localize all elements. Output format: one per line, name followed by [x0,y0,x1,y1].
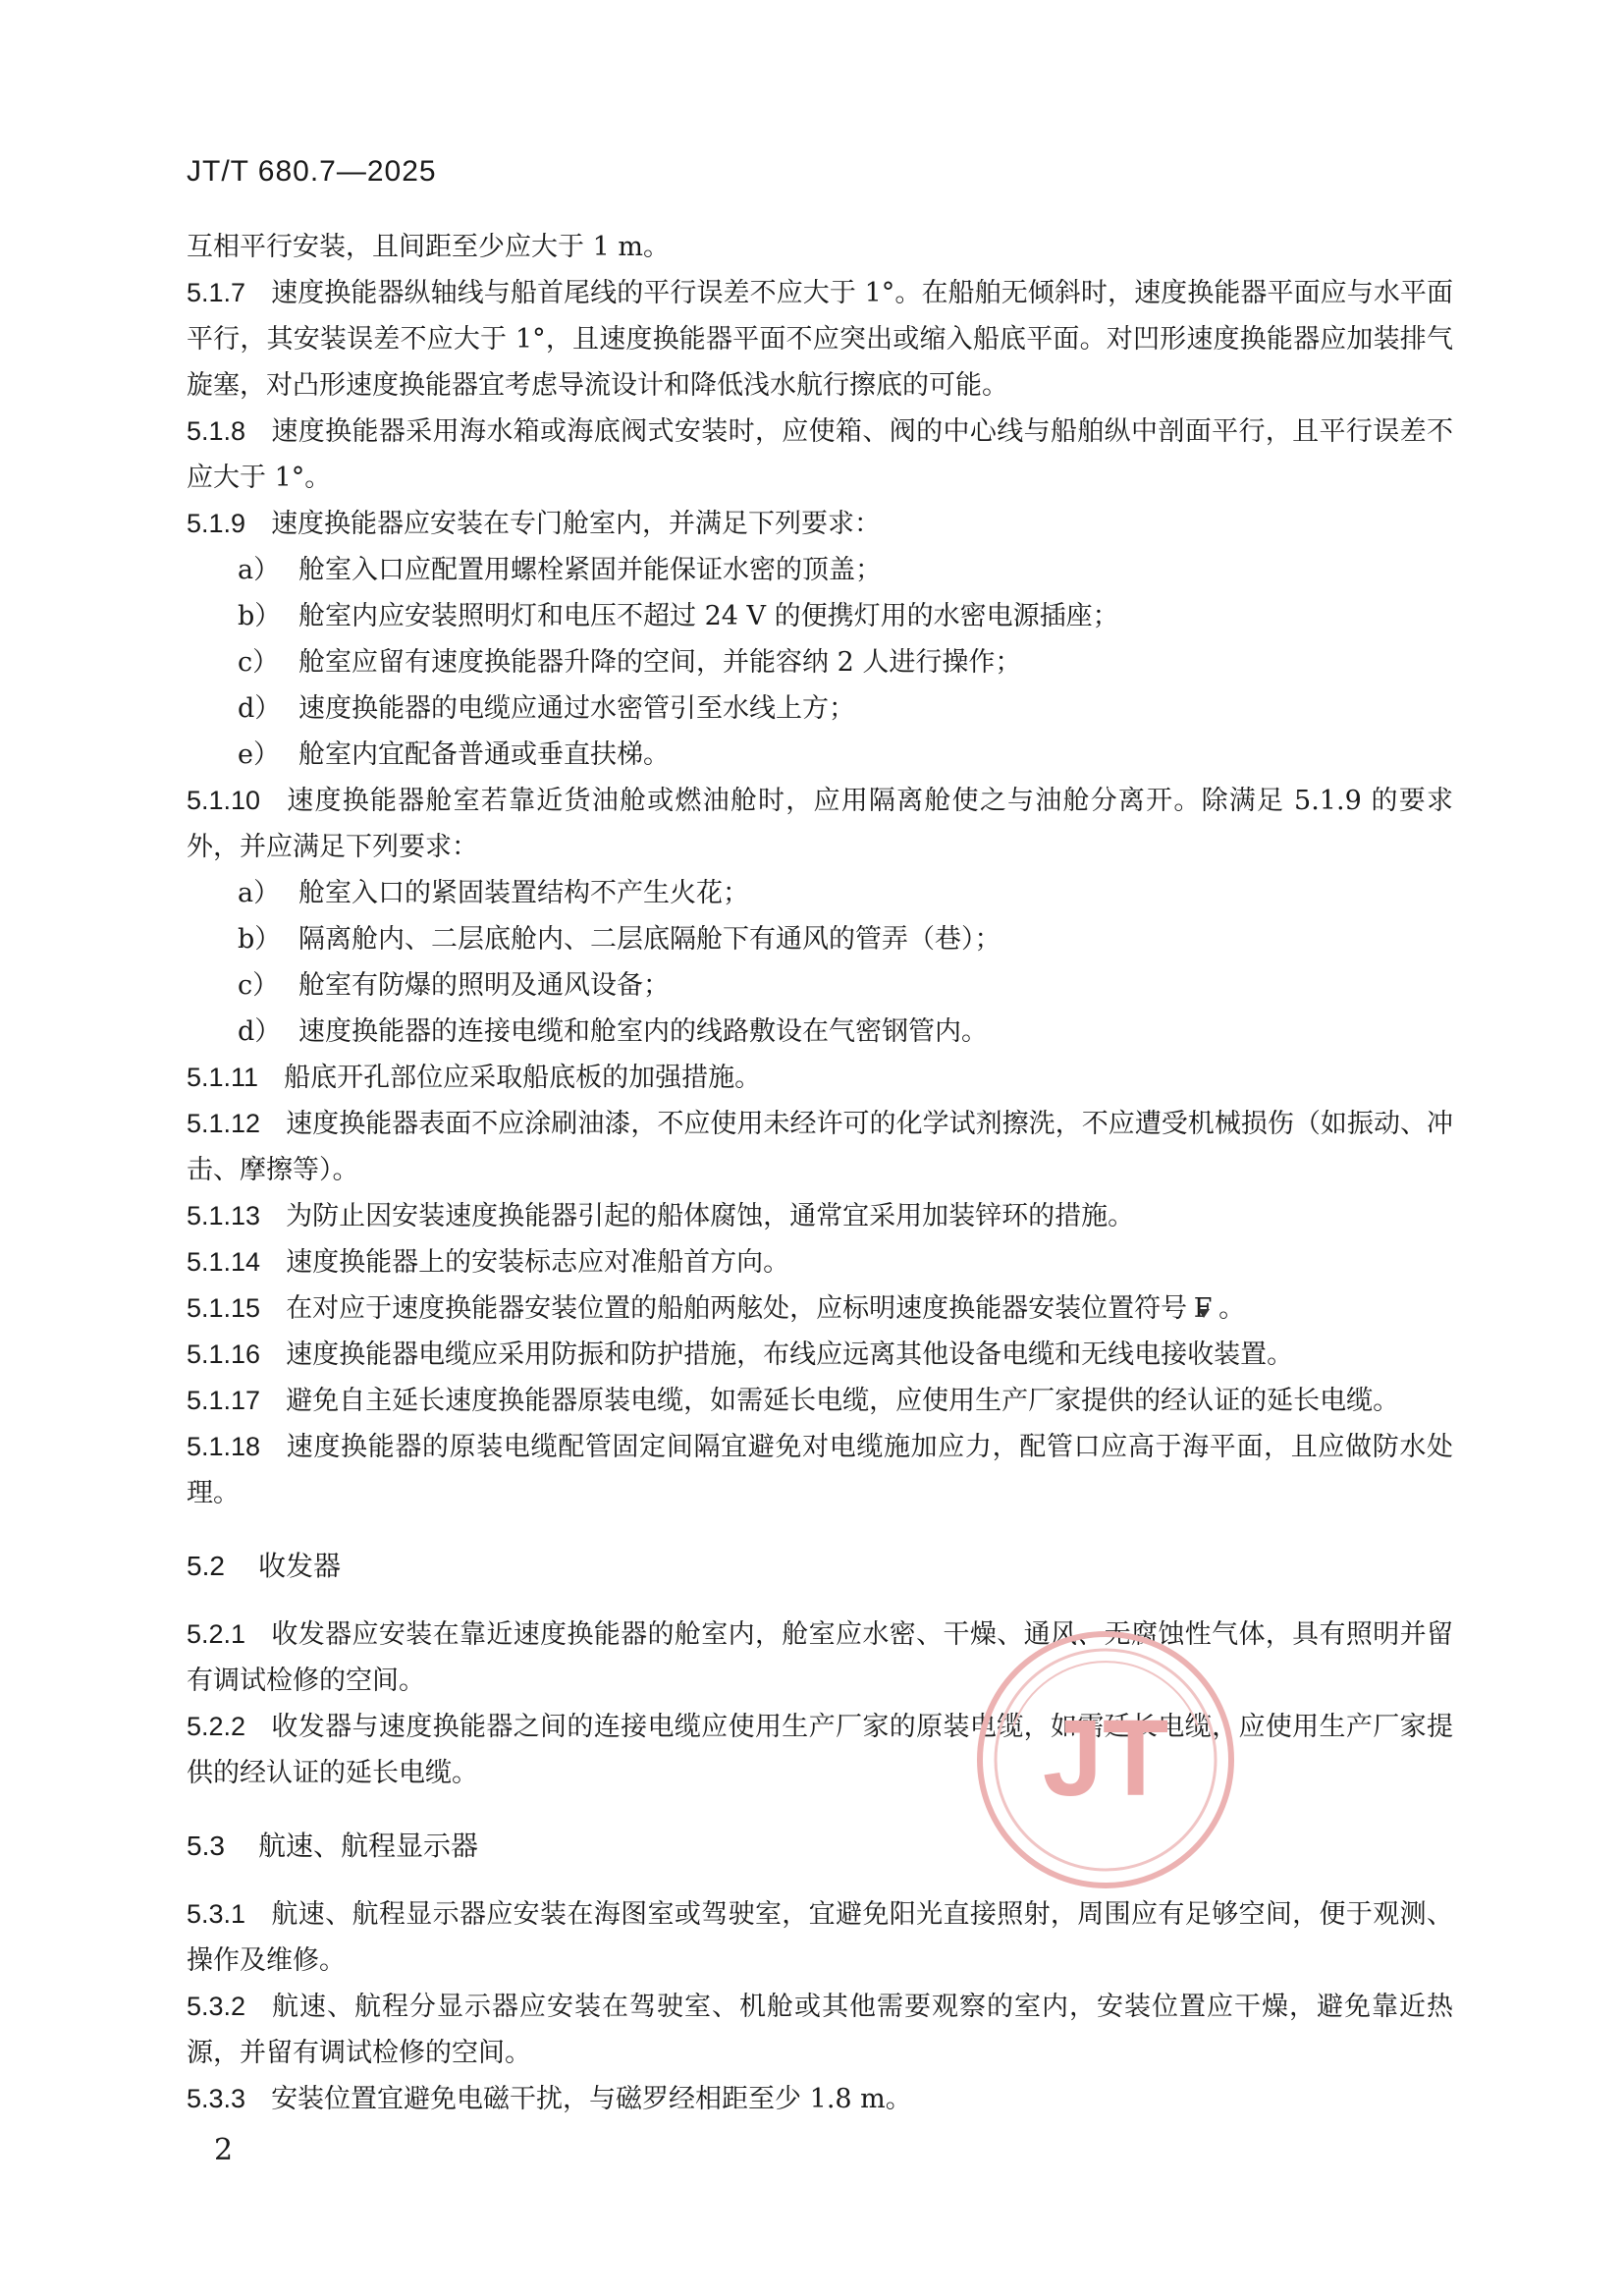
clause-number: 5.1.14 [187,1247,261,1277]
clause-number: 5.1.17 [187,1386,261,1415]
clause-text: 速度换能器的原装电缆配管固定间隔宜避免对电缆施加应力，配管口应高于海平面，且应做防水处理。 [187,1432,1453,1508]
clause-text: 船底开孔部位应采取船底板的加强措施。 [284,1063,762,1093]
list-item-label: c） [238,970,280,1001]
clause-paragraph [187,1193,1453,1239]
clause-paragraph [187,409,1453,501]
clause-paragraph [187,1239,1453,1285]
clause-number: 5.1.18 [187,1432,261,1461]
clause-number: 5.3.3 [187,2084,246,2113]
list-item-label: c） [238,647,280,678]
jt-watermark-stamp [974,1628,1237,1891]
clause-paragraph [187,270,1453,409]
list-item-text: 舱室入口的紧固装置结构不产生火花； [298,878,749,908]
section-number: 5.3 [187,1831,225,1861]
clause-text-end: 。 [1218,1293,1246,1324]
clause-paragraph [187,224,1453,270]
section-title: 航速、航程显示器 [257,1831,478,1861]
clause-paragraph [187,1285,1453,1332]
list-item-label: e） [238,739,280,770]
standard-code-header: JT/T 680.7—2025 [187,155,437,188]
clause-text: 收发器应安装在靠近速度换能器的舱室内，舱室应水密、干燥、通风、无腐蚀性气体，具有照明并留有调试检修的空间。 [187,1619,1453,1696]
clause-paragraph [187,778,1453,870]
clause-text: 收发器与速度换能器之间的连接电缆应使用生产厂家的原装电缆，如需延长电缆，应使用生产厂家提供的经认证的延长电缆。 [187,1712,1453,1788]
stamp-text: JT [1042,1698,1169,1819]
clause-number: 5.1.8 [187,416,246,446]
transducer-position-symbol [1191,1285,1215,1332]
list-item-text: 隔离舱内、二层底舱内、二层底隔舱下有通风的管弄（巷）； [298,924,1001,955]
list-item-text: 舱室内应安装照明灯和电压不超过 24 V 的便携灯用的水密电源插座； [298,601,1119,631]
section-number: 5.2 [187,1551,225,1581]
clause-text: 速度换能器应安装在专门舱室内，并满足下列要求： [271,509,882,539]
clause-paragraph [187,2076,1453,2122]
clause-paragraph [187,1101,1453,1193]
list-item-label: a） [238,878,281,908]
clause-paragraph [187,1984,1453,2076]
clause-number: 5.2.2 [187,1712,246,1741]
list-item [187,639,1453,685]
clause-text: 安装位置宜避免电磁干扰，与磁罗经相距至少 1.8 m。 [271,2084,912,2114]
clause-text: 速度换能器电缆应采用防振和防护措施，布线应远离其他设备电缆和无线电接收装置。 [286,1339,1294,1370]
clause-text: 速度换能器纵轴线与船首尾线的平行误差不应大于 1°。在船舶无倾斜时，速度换能器平面应与水平面平行，其安装误差不应大于 1°，且速度换能器平面不应突出或缩入船底平面。对凹形速度换能器应加装排气旋塞，对凸形速度换能器宜考虑导流设计和降低浅水航行擦底的可能。 [187,278,1453,401]
page-number: 2 [214,2133,234,2167]
list-item [187,1009,1453,1055]
clause-text: 在对应于速度换能器安装位置的船舶两舷处，应标明速度换能器安装位置符号 [286,1293,1188,1324]
list-item-label: d） [238,1016,282,1047]
section-heading [187,1823,1453,1869]
list-item-text: 舱室有防爆的照明及通风设备； [298,970,670,1001]
symbol-letter: F [1193,1293,1213,1324]
triangle-icon [1198,1309,1210,1318]
list-item [187,547,1453,593]
clause-number: 5.1.9 [187,509,246,538]
clause-paragraph [187,1378,1453,1424]
list-item [187,962,1453,1009]
list-item-text: 舱室应留有速度换能器升降的空间，并能容纳 2 人进行操作； [298,647,1022,678]
clause-text: 航速、航程显示器应安装在海图室或驾驶室，宜避免阳光直接照射，周围应有足够空间，便于观测、操作及维修。 [187,1899,1453,1976]
list-item-text: 速度换能器的电缆应通过水密管引至水线上方； [298,693,855,724]
clause-text: 为防止因安装速度换能器引起的船体腐蚀，通常宜采用加装锌环的措施。 [286,1201,1135,1231]
clause-number: 5.3.1 [187,1899,246,1929]
clause-text: 速度换能器采用海水箱或海底阀式安装时，应使箱、阀的中心线与船舶纵中剖面平行，且平行误差不应大于 1°。 [187,416,1453,493]
clause-number: 5.2.1 [187,1619,246,1649]
clause-number: 5.1.13 [187,1201,261,1230]
list-item-text: 舱室入口应配置用螺栓紧固并能保证水密的顶盖； [298,555,882,585]
list-item-label: d） [238,693,282,724]
list-item-label: b） [238,924,282,955]
section-heading [187,1543,1453,1589]
section-title: 收发器 [257,1551,341,1581]
clause-paragraph [187,1891,1453,1984]
clause-text: 速度换能器舱室若靠近货油舱或燃油舱时，应用隔离舱使之与油舱分离开。除满足 5.1.9 的要求外，并应满足下列要求： [187,786,1453,862]
clause-number: 5.1.16 [187,1339,261,1369]
clause-number: 5.1.11 [187,1063,259,1092]
clause-paragraph [187,501,1453,547]
list-item [187,593,1453,639]
clause-number: 5.1.10 [187,786,261,815]
clause-number: 5.1.15 [187,1293,261,1323]
list-item [187,870,1453,916]
list-item-text: 速度换能器的连接电缆和舱室内的线路敷设在气密钢管内。 [298,1016,988,1047]
clause-number: 5.3.2 [187,1992,246,2021]
list-item [187,685,1453,732]
clause-paragraph [187,1055,1453,1101]
clause-paragraph [187,1612,1453,1704]
clause-text: 速度换能器上的安装标志应对准船首方向。 [286,1247,790,1278]
clause-text: 互相平行安装，且间距至少应大于 1 m。 [187,232,670,262]
clause-paragraph [187,1424,1453,1516]
clause-text: 航速、航程分显示器应安装在驾驶室、机舱或其他需要观察的室内，安装位置应干燥，避免靠近热源，并留有调试检修的空间。 [187,1992,1453,2068]
list-item-text: 舱室内宜配备普通或垂直扶梯。 [298,739,670,770]
list-item [187,732,1453,778]
clause-paragraph [187,1332,1453,1378]
list-item [187,916,1453,962]
clause-text: 避免自主延长速度换能器原装电缆，如需延长电缆，应使用生产厂家提供的经认证的延长电缆。 [286,1386,1400,1416]
clause-number: 5.1.7 [187,278,246,307]
clause-paragraph [187,1704,1453,1796]
list-item-label: b） [238,601,282,631]
list-item-label: a） [238,555,281,585]
clause-number: 5.1.12 [187,1109,261,1138]
document-body [187,224,1453,2122]
clause-text: 速度换能器表面不应涂刷油漆，不应使用未经许可的化学试剂擦洗，不应遭受机械损伤（如振动、冲击、摩擦等）。 [187,1109,1453,1185]
